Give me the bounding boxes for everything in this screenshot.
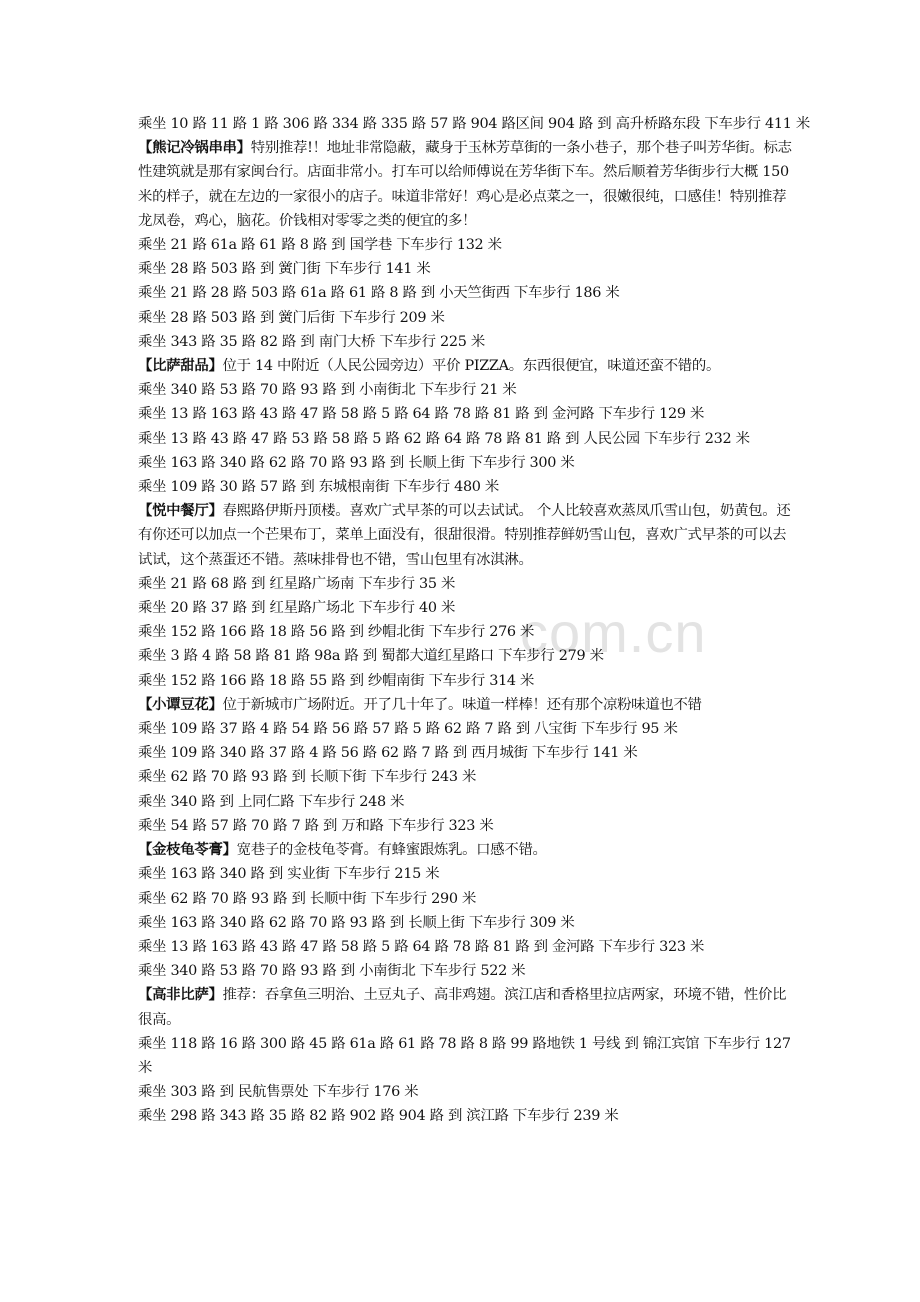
restaurant-description: 春熙路伊斯丹顶楼。喜欢广式早茶的可以去试试。 个人比较喜欢蒸凤爪雪山包，奶黄包。还有你还可以加点一个芒果布丁，菜单上面没有，很甜很滑。特别推荐鲜奶雪山包，喜欢广式早茶的可以去试试，这个蒸蛋还不错。蒸味排骨也不错，雪山包里有冰淇淋。 [138,503,791,568]
route-text: 乘坐 303 路 到 民航售票处 下车步行 176 米 [138,1084,419,1101]
bus-route-line [138,814,794,838]
bus-route-line [138,669,794,693]
route-text: 乘坐 21 路 61a 路 61 路 8 路 到 国学巷 下车步行 132 米 [138,237,502,254]
restaurant-paragraph [138,838,794,862]
bus-route-line [138,572,794,596]
route-text: 乘坐 54 路 57 路 70 路 7 路 到 万和路 下车步行 323 米 [138,817,494,834]
restaurant-title: 【比萨甜品】 [138,358,223,375]
restaurant-title: 【小谭豆花】 [138,696,223,713]
route-text: 乘坐 109 路 37 路 4 路 54 路 56 路 57 路 5 路 62 路 7 路 到 八宝街 下车步行 95 米 [138,721,678,738]
route-text: 乘坐 28 路 503 路 到 黉门街 下车步行 141 米 [138,261,431,278]
bus-route-line [138,935,794,959]
bus-route-line [138,790,794,814]
restaurant-paragraph [138,354,794,378]
bus-route-line [138,765,794,789]
bus-route-line [138,475,794,499]
bus-route-line [138,378,794,402]
restaurant-paragraph [138,499,794,572]
bus-route-line [138,1080,794,1104]
route-text: 乘坐 109 路 30 路 57 路 到 东城根南街 下车步行 480 米 [138,479,500,496]
restaurant-paragraph [138,983,794,1031]
restaurant-description: 位于新城市广场附近。开了几十年了。味道一样棒！还有那个凉粉味道也不错 [222,696,702,713]
route-text: 乘坐 3 路 4 路 58 路 81 路 98a 路 到 蜀都大道红星路口 下车步行 279 米 [138,648,604,665]
restaurant-title: 【高非比萨】 [138,987,223,1004]
bus-route-line [138,911,794,935]
bus-route-line [138,306,794,330]
route-text: 乘坐 163 路 340 路 62 路 70 路 93 路 到 长顺上街 下车步行 309 米 [138,914,575,931]
route-text: 乘坐 152 路 166 路 18 路 56 路 到 纱帽北街 下车步行 276 米 [138,624,535,641]
route-text: 乘坐 118 路 16 路 300 路 45 路 61a 路 61 路 78 路 8 路 99 路地铁 1 号线 到 锦江宾馆 下车步行 127 米 [138,1035,791,1076]
route-text: 乘坐 62 路 70 路 93 路 到 长顺中街 下车步行 290 米 [138,890,477,907]
route-text: 乘坐 163 路 340 路 62 路 70 路 93 路 到 长顺上街 下车步行 300 米 [138,454,575,471]
document-body [138,112,810,1129]
route-text: 乘坐 10 路 11 路 1 路 306 路 334 路 335 路 57 路 904 路区间 904 路 到 高升桥路东段 下车步行 411 米 [138,116,810,132]
bus-route-line [138,330,794,354]
restaurant-paragraph [138,693,794,717]
restaurant-description: 位于 14 中附近（人民公园旁边）平价 PIZZA。东西很便宜，味道还蛮不错的。 [222,358,721,375]
bus-route-line [138,402,794,426]
bus-route-line [138,717,794,741]
bus-route-line [138,1104,794,1128]
bus-route-line [138,644,794,668]
route-text: 乘坐 21 路 68 路 到 红星路广场南 下车步行 35 米 [138,575,456,592]
route-text: 乘坐 109 路 340 路 37 路 4 路 56 路 62 路 7 路 到 西月城街 下车步行 141 米 [138,745,638,762]
bus-route-line [138,862,794,886]
bus-route-line [138,257,794,281]
restaurant-description: 宽巷子的金枝龟苓膏。有蜂蜜跟炼乳。口感不错。 [236,842,547,859]
restaurant-title: 【熊记冷锅串串】 [138,140,251,157]
route-text: 乘坐 340 路 53 路 70 路 93 路 到 小南街北 下车步行 522 米 [138,963,526,980]
bus-route-line [138,741,794,765]
bus-route-line [138,112,810,136]
route-text: 乘坐 13 路 163 路 43 路 47 路 58 路 5 路 64 路 78 路 81 路 到 金河路 下车步行 323 米 [138,938,705,955]
restaurant-title: 【悦中餐厅】 [138,503,223,520]
bus-route-line [138,887,794,911]
route-text: 乘坐 298 路 343 路 35 路 82 路 902 路 904 路 到 滨江路 下车步行 239 米 [138,1108,619,1125]
restaurant-title: 【金枝龟苓膏】 [138,842,237,859]
watermark-text: com.cn [520,601,707,664]
restaurant-description: 推荐：吞拿鱼三明治、土豆丸子、高非鸡翅。滨江店和香格里拉店两家，环境不错，性价比很高。 [138,987,787,1028]
route-text: 乘坐 340 路 到 上同仁路 下车步行 248 米 [138,793,405,810]
route-text: 乘坐 152 路 166 路 18 路 55 路 到 纱帽南街 下车步行 314 米 [138,672,535,689]
bus-route-line [138,959,794,983]
route-text: 乘坐 21 路 28 路 503 路 61a 路 61 路 8 路 到 小天竺街西 下车步行 186 米 [138,285,620,302]
route-text: 乘坐 62 路 70 路 93 路 到 长顺下街 下车步行 243 米 [138,769,477,786]
bus-route-line [138,451,794,475]
bus-route-line [138,427,794,451]
route-text: 乘坐 20 路 37 路 到 红星路广场北 下车步行 40 米 [138,600,456,617]
restaurant-paragraph [138,136,794,233]
route-text: 乘坐 340 路 53 路 70 路 93 路 到 小南街北 下车步行 21 米 [138,382,517,399]
bus-route-line [138,596,794,620]
route-text: 乘坐 343 路 35 路 82 路 到 南门大桥 下车步行 225 米 [138,333,485,350]
route-text: 乘坐 163 路 340 路 到 实业街 下车步行 215 米 [138,866,440,883]
route-text: 乘坐 13 路 43 路 47 路 53 路 58 路 5 路 62 路 64 路 78 路 81 路 到 人民公园 下车步行 232 米 [138,430,750,447]
bus-route-line [138,233,794,257]
bus-route-line [138,1032,794,1080]
restaurant-description: 特别推荐!！地址非常隐蔽，藏身于玉林芳草街的一条小巷子，那个巷子叫芳华街。标志性建筑就是那有家闽台行。店面非常小。打车可以给师傅说在芳华街下车。然后顺着芳华街步行大概 150 米的样子，就在左边的一家很小的店子。味道非常好！鸡心是必点菜之一，很嫩很纯，口感佳！特别推荐龙凤卷，鸡心，脑花。价钱相对零零之类的便宜的多！ [138,140,792,229]
bus-route-line [138,620,794,644]
route-text: 乘坐 28 路 503 路 到 黉门后街 下车步行 209 米 [138,309,445,326]
bus-route-line [138,281,794,305]
route-text: 乘坐 13 路 163 路 43 路 47 路 58 路 5 路 64 路 78 路 81 路 到 金河路 下车步行 129 米 [138,406,705,423]
